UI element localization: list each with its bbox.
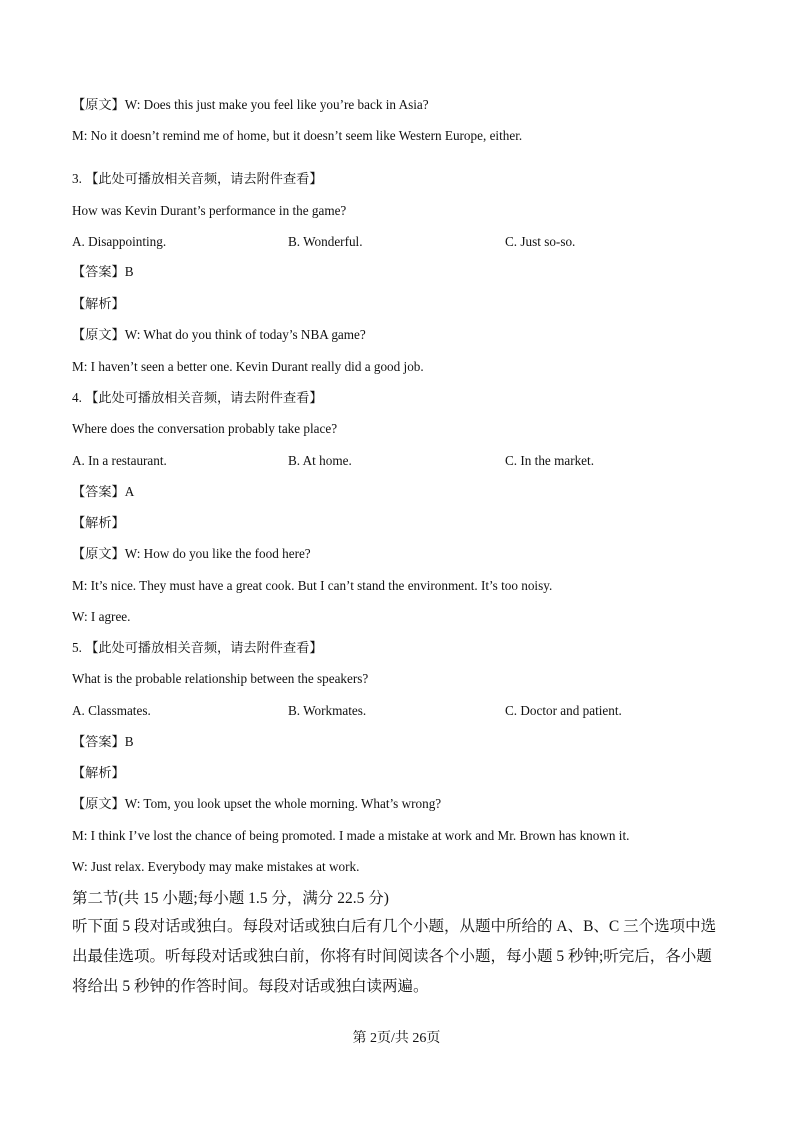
transcript-line: M: I think I’ve lost the chance of being promoted. I made a mistake at work and Mr. Brown has known it. — [72, 828, 630, 843]
transcript-line: 【原文】W: Does this just make you feel like you’re back in Asia? — [72, 97, 429, 112]
option-b: B. Wonderful. — [288, 234, 363, 249]
transcript-line: W: I agree. — [72, 609, 131, 624]
analysis-label: 【解析】 — [72, 296, 125, 311]
answer-label: 【答案】B — [72, 264, 134, 279]
question-3-text: How was Kevin Durant’s performance in the game? — [72, 203, 347, 218]
transcript-line: M: No it doesn’t remind me of home, but it doesn’t seem like Western Europe, either. — [72, 128, 523, 143]
option-a: A. In a restaurant. — [72, 453, 167, 468]
transcript-line: M: I haven’t seen a better one. Kevin Durant really did a good job. — [72, 359, 424, 374]
answer-label: 【答案】A — [72, 484, 135, 499]
option-b: B. At home. — [288, 453, 352, 468]
option-c: C. Doctor and patient. — [505, 703, 622, 718]
analysis-label: 【解析】 — [72, 765, 125, 780]
option-a: A. Classmates. — [72, 703, 151, 718]
answer-label: 【答案】B — [72, 734, 134, 749]
transcript-line: 【原文】W: What do you think of today’s NBA game? — [72, 327, 366, 342]
option-c: C. In the market. — [505, 453, 594, 468]
question-4-heading: 4. 【此处可播放相关音频，请去附件查看】 — [72, 390, 323, 405]
question-4-text: Where does the conversation probably take place? — [72, 421, 338, 436]
option-c: C. Just so-so. — [505, 234, 576, 249]
section-2-title: 第二节(共 15 小题;每小题 1.5 分，满分 22.5 分) — [72, 890, 389, 907]
page-footer: 第 2页/共 26页 — [352, 1031, 441, 1046]
question-3-heading: 3. 【此处可播放相关音频，请去附件查看】 — [72, 171, 323, 186]
section-2-instructions: 听下面 5 段对话或独白。每段对话或独白后有几个小题，从题中所给的 A、B、C 三个选项中选出最佳选项。听每段对话或独白前，你将有时间阅读各个小题，每小题 5 秒钟;听完后，各小题将给出 5 秒钟的作答时间。每段对话或独白读两遍。 — [72, 918, 717, 995]
question-5-heading: 5. 【此处可播放相关音频，请去附件查看】 — [72, 640, 323, 655]
analysis-label: 【解析】 — [72, 515, 125, 530]
option-b: B. Workmates. — [288, 703, 367, 718]
transcript-line: W: Just relax. Everybody may make mistakes at work. — [72, 859, 360, 874]
transcript-line: 【原文】W: How do you like the food here? — [72, 546, 311, 561]
question-5-text: What is the probable relationship between the speakers? — [72, 671, 369, 686]
transcript-line: M: It’s nice. They must have a great cook. But I can’t stand the environment. It’s too noisy. — [72, 578, 553, 593]
option-a: A. Disappointing. — [72, 234, 167, 249]
transcript-line: 【原文】W: Tom, you look upset the whole morning. What’s wrong? — [72, 796, 442, 811]
